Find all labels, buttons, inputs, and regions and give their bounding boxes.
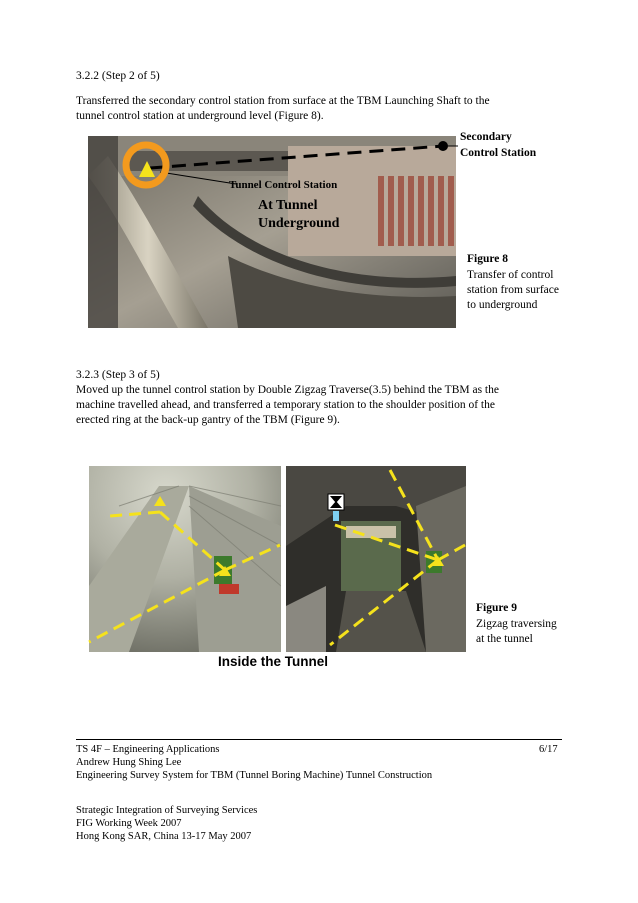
footer-conference-place-date: Hong Kong SAR, China 13-17 May 2007 (76, 831, 252, 842)
footer-session: TS 4F – Engineering Applications (76, 744, 220, 755)
footer-page-number: 6/17 (539, 744, 558, 755)
at-tunnel-label-1: At Tunnel (258, 198, 318, 213)
footer-author: Andrew Hung Shing Lee (76, 757, 182, 768)
section-322-heading: 3.2.2 (Step 2 of 5) (76, 70, 160, 82)
station-markers (154, 496, 444, 576)
inside-tunnel-label: Inside the Tunnel (218, 654, 329, 669)
figure8-caption-line2: station from surface (467, 284, 559, 296)
secondary-station-label-2: Control Station (460, 147, 537, 159)
section-322-text-line2: tunnel control station at underground level (Figure 8). (76, 110, 324, 122)
figure8-caption-line1: Transfer of control (467, 269, 554, 281)
figure9-caption-title: Figure 9 (476, 602, 517, 614)
section-322-text-line1: Transferred the secondary control station from surface at the TBM Launching Shaft to the (76, 95, 490, 107)
zigzag-traverse-lines (89, 470, 465, 645)
footer-divider (76, 739, 562, 740)
figure8-caption-line3: to underground (467, 299, 538, 311)
section-323-heading: 3.2.3 (Step 3 of 5) (76, 369, 160, 381)
secondary-station-label-1: Secondary (460, 131, 512, 143)
prism-target-icon (328, 494, 344, 521)
section-323-text-line1: Moved up the tunnel control station by Double Zigzag Traverse(3.5) behind the TBM as the (76, 384, 499, 396)
figure8-caption-title: Figure 8 (467, 253, 508, 265)
footer-paper-title: Engineering Survey System for TBM (Tunnel Boring Machine) Tunnel Construction (76, 770, 433, 781)
footer-conference-name: FIG Working Week 2007 (76, 818, 182, 829)
figure9-caption-line2: at the tunnel (476, 633, 533, 645)
figure9-caption-line1: Zigzag traversing (476, 618, 557, 630)
section-323-text-line3: erected ring at the back-up gantry of the TBM (Figure 9). (76, 414, 340, 426)
section-323-text-line2: machine travelled ahead, and transferred a temporary station to the shoulder position of the (76, 399, 495, 411)
tunnel-control-station-label: Tunnel Control Station (229, 179, 338, 191)
footer-conference-theme: Strategic Integration of Surveying Services (76, 805, 258, 816)
at-tunnel-label-2: Underground (258, 216, 340, 231)
